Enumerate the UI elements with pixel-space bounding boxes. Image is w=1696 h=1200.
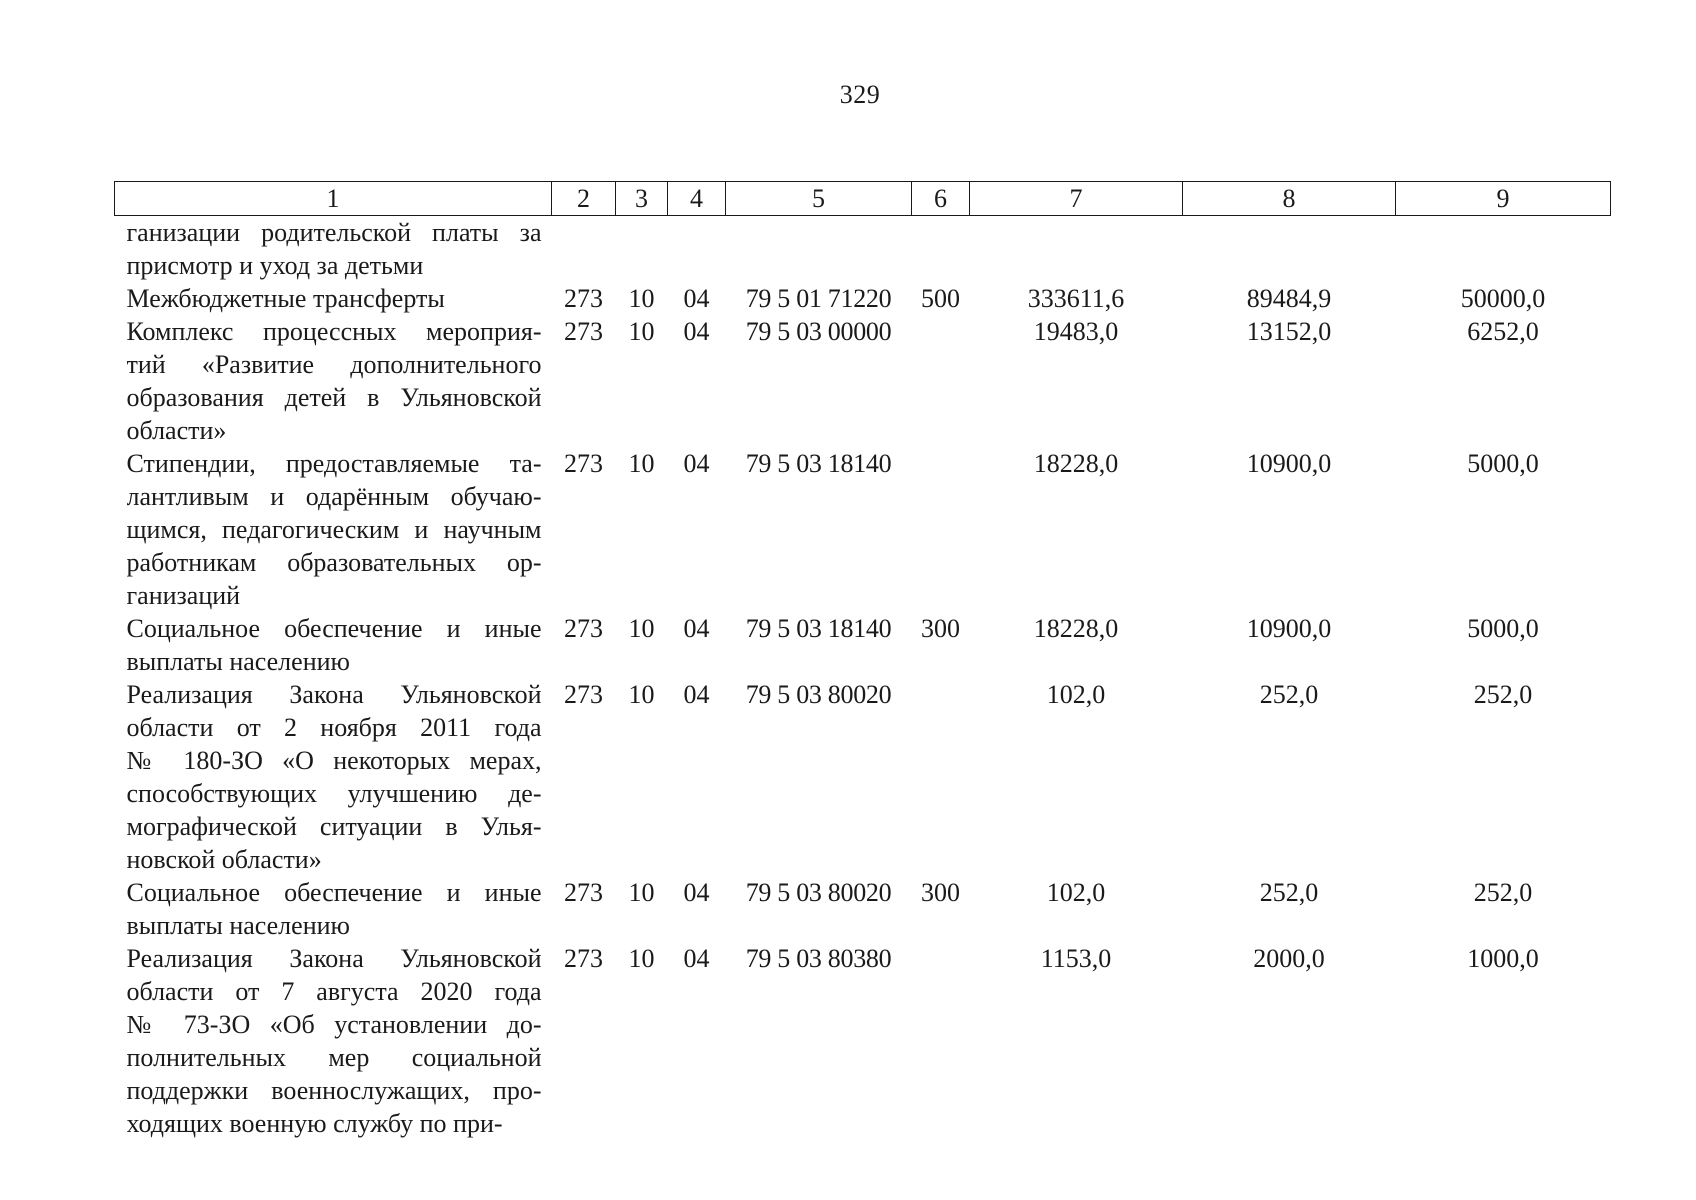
- amount-col-9-cell: 5000,0: [1467, 614, 1539, 643]
- subsection-code-cell: 04: [683, 614, 710, 643]
- row-name-line: поддержки военнослужащих, про-: [126, 1076, 542, 1105]
- table-row: [115, 282, 1611, 315]
- table-row: [115, 942, 1611, 1140]
- row-name-line: полнительных мер социальной: [126, 1043, 542, 1072]
- header-row: [115, 182, 1611, 216]
- expense-type-code-cell: 500: [921, 284, 960, 313]
- row-name-cell: [115, 216, 552, 283]
- row-name-line: присмотр и уход за детьми: [126, 251, 424, 280]
- chief-admin-code-cell: 273: [564, 878, 603, 907]
- row-name-line: Стипендии, предоставляемые та-: [126, 449, 542, 478]
- row-name-line: области»: [126, 416, 227, 445]
- row-name-line: области от 7 августа 2020 года: [126, 977, 542, 1006]
- table-row: [115, 612, 1611, 678]
- header-col-8: 8: [1183, 182, 1396, 216]
- amount-col-8-cell: 13152,0: [1246, 317, 1332, 346]
- subsection-code-cell: 04: [683, 878, 710, 907]
- target-article-code-cell: [726, 216, 912, 283]
- row-name-line: ходящих военную службу по при-: [126, 1109, 503, 1138]
- amount-col-8-cell: 252,0: [1259, 878, 1319, 907]
- row-name-line: выплаты населению: [126, 647, 350, 676]
- row-name-cell: [115, 876, 552, 942]
- target-article-code-cell: 79 5 03 00000: [745, 317, 892, 346]
- row-name-line: Реализация Закона Ульяновской: [126, 680, 542, 709]
- row-name-line: Межбюджетные трансферты: [126, 284, 445, 313]
- header-col-1: 1: [115, 182, 552, 216]
- amount-col-7-cell: 18228,0: [1033, 614, 1119, 643]
- row-name-line: № 180-ЗО «О некоторых мерах,: [126, 746, 542, 775]
- row-name-line: ганизаций: [126, 581, 241, 610]
- header-col-2: 2: [552, 182, 616, 216]
- section-code-cell: 10: [628, 449, 655, 478]
- section-code-cell: 10: [628, 878, 655, 907]
- amount-col-7-cell: 18228,0: [1033, 449, 1119, 478]
- chief-admin-code-cell: [552, 216, 616, 283]
- row-name-cell: [115, 315, 552, 447]
- target-article-code-cell: 79 5 03 80020: [745, 680, 892, 709]
- section-code-cell: 10: [628, 317, 655, 346]
- amount-col-9-cell: 252,0: [1473, 878, 1533, 907]
- header-col-5: 5: [726, 182, 912, 216]
- section-code-cell: 10: [628, 614, 655, 643]
- row-name-line: тий «Развитие дополнительного: [126, 350, 542, 379]
- target-article-code-cell: 79 5 01 71220: [745, 284, 892, 313]
- expense-type-code-cell: [912, 447, 970, 612]
- row-name-cell: [115, 612, 552, 678]
- subsection-code-cell: [668, 216, 726, 283]
- header-col-3: 3: [616, 182, 668, 216]
- subsection-code-cell: 04: [683, 680, 710, 709]
- amount-col-9-cell: 252,0: [1473, 680, 1533, 709]
- expense-type-code-cell: 300: [921, 614, 960, 643]
- row-name-cell: [115, 942, 552, 1140]
- amount-col-7-cell: 333611,6: [1027, 284, 1125, 313]
- row-name-line: лантливым и одарённым обучаю-: [126, 482, 542, 511]
- row-name-cell: [115, 678, 552, 876]
- expense-type-code-cell: [912, 315, 970, 447]
- row-name-cell: [115, 447, 552, 612]
- amount-col-7-cell: 102,0: [1046, 680, 1106, 709]
- header-col-9: 9: [1396, 182, 1611, 216]
- budget-table-container: [114, 181, 1610, 1140]
- amount-col-9-cell: 50000,0: [1460, 284, 1546, 313]
- chief-admin-code-cell: 273: [564, 317, 603, 346]
- amount-col-8-cell: 2000,0: [1253, 944, 1325, 973]
- section-code-cell: 10: [628, 284, 655, 313]
- subsection-code-cell: 04: [683, 449, 710, 478]
- row-name-line: работникам образовательных ор-: [126, 548, 542, 577]
- chief-admin-code-cell: 273: [564, 680, 603, 709]
- row-name-line: образования детей в Ульяновской: [126, 383, 542, 412]
- section-code-cell: 10: [628, 944, 655, 973]
- chief-admin-code-cell: 273: [564, 284, 603, 313]
- amount-col-7-cell: 19483,0: [1033, 317, 1119, 346]
- row-name-line: Социальное обеспечение и иные: [126, 614, 542, 643]
- amount-col-9-cell: 5000,0: [1467, 449, 1539, 478]
- amount-col-7-cell: 102,0: [1046, 878, 1106, 907]
- subsection-code-cell: 04: [683, 284, 710, 313]
- amount-col-7-cell: [970, 216, 1183, 283]
- chief-admin-code-cell: 273: [564, 944, 603, 973]
- amount-col-8-cell: 252,0: [1259, 680, 1319, 709]
- row-name-line: Реализация Закона Ульяновской: [126, 944, 542, 973]
- row-name-line: Социальное обеспечение и иные: [126, 878, 542, 907]
- row-name-line: способствующих улучшению де-: [126, 779, 542, 808]
- table-body: [115, 216, 1611, 1141]
- amount-col-9-cell: [1396, 216, 1611, 283]
- subsection-code-cell: 04: [683, 317, 710, 346]
- table-row: [115, 876, 1611, 942]
- amount-col-8-cell: 10900,0: [1246, 449, 1332, 478]
- section-code-cell: 10: [628, 680, 655, 709]
- expense-type-code-cell: [912, 678, 970, 876]
- table-row: [115, 315, 1611, 447]
- amount-col-7-cell: 1153,0: [1040, 944, 1112, 973]
- amount-col-9-cell: 6252,0: [1467, 317, 1539, 346]
- subsection-code-cell: 04: [683, 944, 710, 973]
- amount-col-9-cell: 1000,0: [1467, 944, 1539, 973]
- row-name-line: ганизации родительской платы за: [126, 218, 542, 247]
- section-code-cell: [616, 216, 668, 283]
- amount-col-8-cell: [1183, 216, 1396, 283]
- table-row: [115, 216, 1611, 283]
- target-article-code-cell: 79 5 03 80380: [745, 944, 892, 973]
- table-row: [115, 678, 1611, 876]
- table-row: [115, 447, 1611, 612]
- row-name-line: выплаты населению: [126, 911, 350, 940]
- target-article-code-cell: 79 5 03 18140: [745, 614, 892, 643]
- row-name-line: области от 2 ноября 2011 года: [126, 713, 542, 742]
- row-name-line: Комплекс процессных мероприя-: [126, 317, 542, 346]
- budget-table: [114, 181, 1611, 1140]
- header-col-6: 6: [912, 182, 970, 216]
- expense-type-code-cell: 300: [921, 878, 960, 907]
- row-name-line: № 73-ЗО «Об установлении до-: [126, 1010, 542, 1039]
- row-name-line: новской области»: [126, 845, 322, 874]
- row-name-line: мографической ситуации в Улья-: [126, 812, 542, 841]
- table-header: [115, 182, 1611, 216]
- header-col-4: 4: [668, 182, 726, 216]
- amount-col-8-cell: 89484,9: [1246, 284, 1332, 313]
- row-name-line: щимся, педагогическим и научным: [126, 515, 542, 544]
- row-name-cell: [115, 282, 552, 315]
- target-article-code-cell: 79 5 03 80020: [745, 878, 892, 907]
- page-number: 329: [839, 80, 881, 109]
- header-col-7: 7: [970, 182, 1183, 216]
- target-article-code-cell: 79 5 03 18140: [745, 449, 892, 478]
- expense-type-code-cell: [912, 942, 970, 1140]
- expense-type-code-cell: [912, 216, 970, 283]
- amount-col-8-cell: 10900,0: [1246, 614, 1332, 643]
- chief-admin-code-cell: 273: [564, 614, 603, 643]
- chief-admin-code-cell: 273: [564, 449, 603, 478]
